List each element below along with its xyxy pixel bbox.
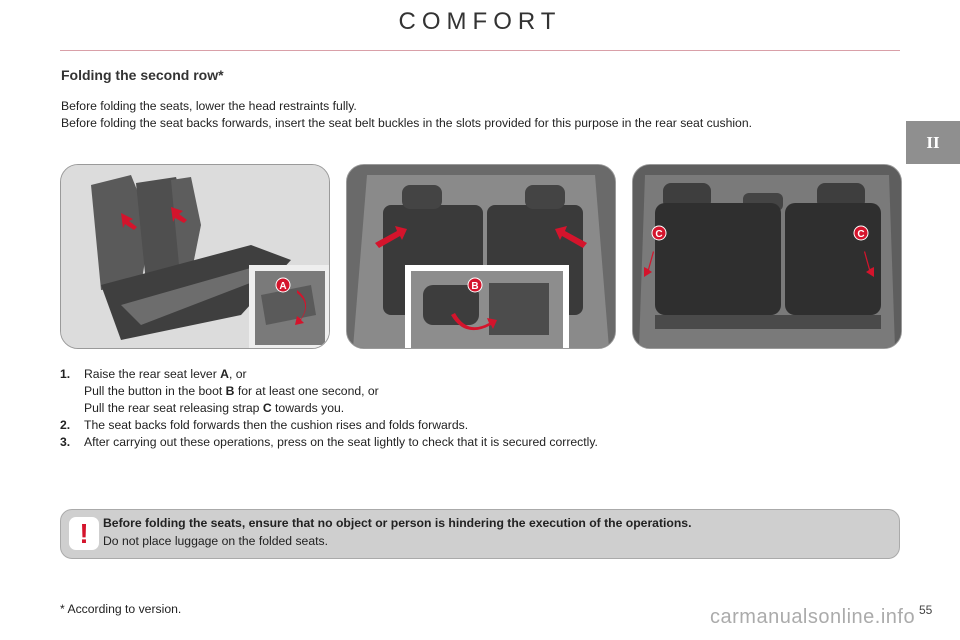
step-key: B bbox=[225, 384, 235, 398]
header-divider bbox=[60, 50, 900, 51]
seat-lever-drawing bbox=[61, 165, 329, 348]
step-1-alt-b bbox=[60, 383, 900, 400]
step-number: 3. bbox=[60, 435, 71, 449]
intro-paragraph-2: Before folding the seat backs forwards, insert the seat belt buckles in the slots provided for this purpose in the rear seat cushion. bbox=[61, 116, 753, 130]
warning-title: Before folding the seats, ensure that no object or person is hindering the execution of the operations. bbox=[103, 516, 692, 530]
intro-paragraph-1: Before folding the seats, lower the head restraints fully. bbox=[61, 99, 357, 113]
page-title: COMFORT bbox=[398, 8, 562, 35]
step-text bbox=[84, 400, 344, 417]
step-1-alt-c bbox=[60, 400, 900, 417]
step-text-post: , or bbox=[228, 367, 247, 381]
warning-box bbox=[60, 509, 900, 559]
step-text: The seat backs fold forwards then the cushion rises and folds forwards. bbox=[84, 418, 469, 432]
step-text-pre: Raise the rear seat lever bbox=[84, 367, 221, 381]
step-text-pre: Pull the rear seat releasing strap bbox=[84, 401, 263, 415]
page-number: 55 bbox=[919, 603, 933, 617]
exclamation-icon: ! bbox=[69, 517, 99, 550]
step-text: After carrying out these operations, press on the seat lightly to check that it is secured correctly. bbox=[84, 435, 598, 449]
callout-c-left: C bbox=[655, 229, 663, 240]
footnote: * According to version. bbox=[60, 602, 182, 616]
step-key: C bbox=[262, 401, 272, 415]
step-text-post: for at least one second, or bbox=[234, 384, 379, 398]
step-text bbox=[84, 366, 247, 383]
releasing-strap-illustration bbox=[632, 164, 902, 349]
boot-button-drawing bbox=[347, 165, 615, 348]
seat-lever-illustration bbox=[60, 164, 330, 349]
boot-button-illustration bbox=[346, 164, 616, 349]
step-text-pre: Pull the button in the boot bbox=[84, 384, 226, 398]
step-number: 2. bbox=[60, 418, 71, 432]
step-text-post: towards you. bbox=[271, 401, 345, 415]
warning-text: Do not place luggage on the folded seats. bbox=[103, 534, 328, 548]
watermark: carmanualsonline.info bbox=[710, 606, 916, 628]
callout-c-right: C bbox=[857, 229, 865, 240]
section-title: Folding the second row* bbox=[61, 67, 224, 83]
step-2 bbox=[60, 417, 900, 434]
step-key: A bbox=[220, 367, 229, 381]
releasing-strap-drawing bbox=[633, 165, 901, 348]
chapter-tab[interactable]: II bbox=[906, 121, 960, 164]
step-number: 1. bbox=[60, 367, 71, 381]
step-3 bbox=[60, 434, 900, 451]
callout-b: B bbox=[471, 281, 479, 292]
step-1 bbox=[60, 366, 900, 383]
callout-a: A bbox=[279, 281, 287, 292]
steps-list bbox=[60, 366, 900, 451]
step-text bbox=[84, 383, 379, 400]
